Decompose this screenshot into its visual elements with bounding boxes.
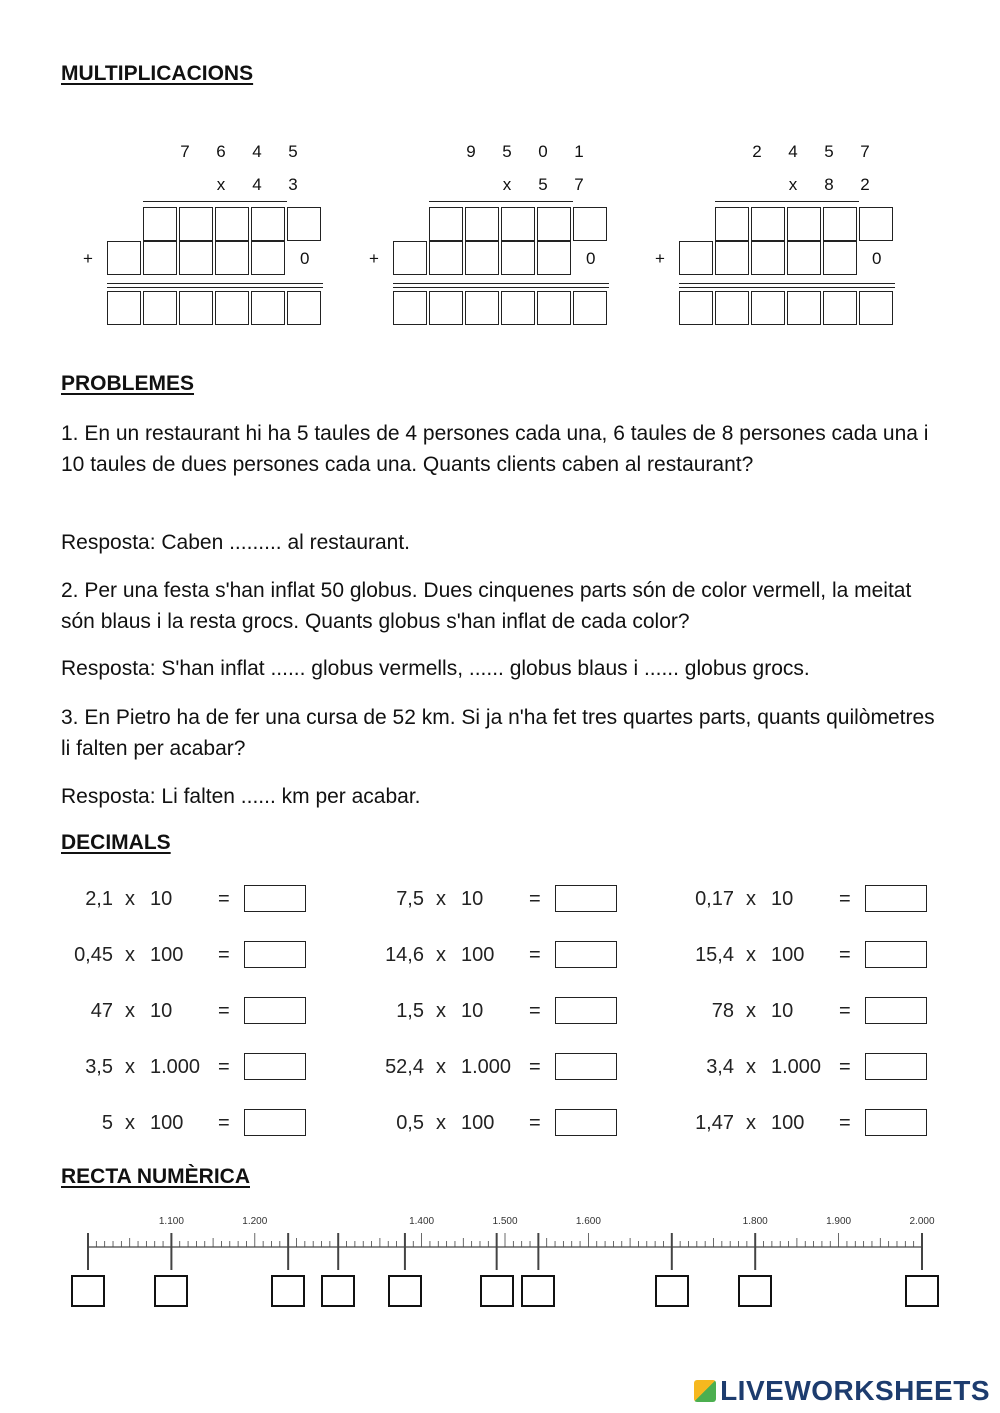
decimal-operand: 3,4 — [706, 1056, 734, 1078]
multiplier: 100 — [771, 1112, 805, 1134]
multiplier-digit: 8 — [824, 175, 834, 194]
number-line-answer-box[interactable] — [905, 1275, 939, 1307]
placeholder-zero: 0 — [300, 249, 310, 268]
result-cell[interactable] — [393, 291, 427, 325]
number-line-label: 1.400 — [409, 1216, 435, 1227]
decimal-answer-box[interactable] — [865, 1053, 927, 1080]
multiplier-digit: 3 — [288, 175, 298, 194]
sum-line — [107, 283, 323, 284]
times-sign: x — [125, 888, 135, 910]
equals-sign: = — [529, 888, 541, 910]
multiplier: 10 — [771, 888, 794, 910]
partial-product-1-cell[interactable] — [143, 207, 177, 241]
partial-product-1-cell[interactable] — [465, 207, 499, 241]
multiplier: 100 — [150, 1112, 184, 1134]
partial-product-1-cell[interactable] — [501, 207, 535, 241]
partial-product-2-cell[interactable] — [465, 241, 499, 275]
multiplication-1 — [83, 135, 347, 330]
equals-sign: = — [529, 1112, 541, 1134]
problem-2-question: 2. Per una festa s'han inflat 50 globus. Dues cinquenes parts són de color vermell, la meitat són blaus i la resta grocs. Quants globus s'han inflat de cada color? — [61, 579, 912, 633]
partial-product-1-cell[interactable] — [215, 207, 249, 241]
times-sign: x — [125, 944, 135, 966]
decimal-answer-box[interactable] — [244, 885, 306, 912]
partial-product-1-cell[interactable] — [573, 207, 607, 241]
equals-sign: = — [839, 1000, 851, 1022]
decimal-operand: 0,45 — [74, 944, 113, 966]
decimal-operand: 2,1 — [85, 888, 113, 910]
decimal-answer-box[interactable] — [244, 997, 306, 1024]
problem-3-answer: Resposta: Li falten ...... km per acabar. — [61, 785, 421, 808]
multiplier-digit: 5 — [538, 175, 548, 194]
result-cell[interactable] — [715, 291, 749, 325]
partial-product-2-cell[interactable] — [393, 241, 427, 275]
result-cell[interactable] — [537, 291, 571, 325]
result-cell[interactable] — [465, 291, 499, 325]
times-sign: x — [746, 1056, 756, 1078]
number-line-answer-box[interactable] — [388, 1275, 422, 1307]
number-line-title: RECTA NUMÈRICA — [61, 1165, 250, 1188]
times-sign: x — [436, 888, 446, 910]
decimal-operand: 47 — [90, 1000, 113, 1022]
partial-product-2-cell[interactable] — [215, 241, 249, 275]
placeholder-zero: 0 — [872, 249, 882, 268]
multiplicand-digit: 9 — [466, 142, 476, 161]
multiplier: 10 — [150, 1000, 173, 1022]
decimal-answer-box[interactable] — [865, 997, 927, 1024]
decimal-operand: 5 — [101, 1112, 113, 1134]
equals-sign: = — [218, 944, 230, 966]
equals-sign: = — [839, 1056, 851, 1078]
multiplier-digit: x — [788, 175, 798, 194]
decimals-title: DECIMALS — [61, 831, 171, 854]
partial-product-1-cell[interactable] — [251, 207, 285, 241]
partial-product-2-cell[interactable] — [787, 241, 821, 275]
result-cell[interactable] — [823, 291, 857, 325]
number-line-label: 1.900 — [826, 1216, 852, 1227]
problem-2-answer: Resposta: S'han inflat ...... globus vermells, ...... globus blaus i ...... globus grocs. — [61, 657, 810, 680]
times-sign: x — [436, 1056, 446, 1078]
times-sign: x — [436, 944, 446, 966]
number-line-answer-box[interactable] — [154, 1275, 188, 1307]
partial-product-2-cell[interactable] — [537, 241, 571, 275]
partial-product-2-cell[interactable] — [143, 241, 177, 275]
number-line — [0, 1200, 1000, 1270]
sum-line — [393, 287, 609, 288]
times-sign: x — [436, 1112, 446, 1134]
factor-underline — [143, 201, 287, 202]
result-cell[interactable] — [787, 291, 821, 325]
times-sign: x — [746, 1000, 756, 1022]
result-cell[interactable] — [751, 291, 785, 325]
decimal-answer-box[interactable] — [555, 941, 617, 968]
problem-1-answer: Resposta: Caben ......... al restaurant. — [61, 531, 411, 554]
multiplier: 100 — [461, 1112, 495, 1134]
result-cell[interactable] — [679, 291, 713, 325]
multiplier-digit: 2 — [860, 175, 870, 194]
result-cell[interactable] — [429, 291, 463, 325]
partial-product-1-cell[interactable] — [537, 207, 571, 241]
number-line-label: 1.500 — [492, 1216, 518, 1227]
decimal-operand: 52,4 — [385, 1056, 424, 1078]
times-sign: x — [436, 1000, 446, 1022]
plus-sign: + — [83, 249, 93, 268]
equals-sign: = — [529, 1000, 541, 1022]
multiplier: 100 — [461, 944, 495, 966]
decimal-operand: 1,5 — [396, 1000, 424, 1022]
number-line-answer-box[interactable] — [271, 1275, 305, 1307]
partial-product-1-cell[interactable] — [287, 207, 321, 241]
result-cell[interactable] — [107, 291, 141, 325]
partial-product-1-cell[interactable] — [859, 207, 893, 241]
result-cell[interactable] — [501, 291, 535, 325]
multiplication-3 — [655, 135, 919, 330]
equals-sign: = — [218, 1056, 230, 1078]
partial-product-1-cell[interactable] — [715, 207, 749, 241]
logo-text: LIVEWORKSHEETS — [720, 1375, 990, 1406]
number-line-answer-box[interactable] — [480, 1275, 514, 1307]
decimal-answer-box[interactable] — [244, 1053, 306, 1080]
partial-product-2-cell[interactable] — [179, 241, 213, 275]
equals-sign: = — [839, 888, 851, 910]
factor-underline — [429, 201, 573, 202]
decimal-operand: 15,4 — [695, 944, 734, 966]
result-cell[interactable] — [179, 291, 213, 325]
sum-line — [679, 283, 895, 284]
multiplicand-digit: 5 — [288, 142, 298, 161]
multiplicand-digit: 4 — [788, 142, 798, 161]
partial-product-2-cell[interactable] — [751, 241, 785, 275]
times-sign: x — [746, 1112, 756, 1134]
equals-sign: = — [839, 1112, 851, 1134]
decimal-answer-box[interactable] — [865, 941, 927, 968]
multiplier-digit: x — [216, 175, 226, 194]
decimal-answer-box[interactable] — [865, 885, 927, 912]
partial-product-1-cell[interactable] — [823, 207, 857, 241]
partial-product-2-cell[interactable] — [429, 241, 463, 275]
decimal-operand: 14,6 — [385, 944, 424, 966]
number-line-answer-box[interactable] — [521, 1275, 555, 1307]
decimal-operand: 0,5 — [396, 1112, 424, 1134]
partial-product-1-cell[interactable] — [751, 207, 785, 241]
problem-1-question: 1. En un restaurant hi ha 5 taules de 4 persones cada una, 6 taules de 8 persones cada una i 10 taules de dues persones cada una. Quants clients caben al restaurant? — [61, 422, 929, 476]
liveworksheets-logo — [694, 1375, 990, 1407]
decimal-operand: 78 — [711, 1000, 734, 1022]
decimal-answer-box[interactable] — [865, 1109, 927, 1136]
partial-product-1-cell[interactable] — [787, 207, 821, 241]
times-sign: x — [125, 1000, 135, 1022]
result-cell[interactable] — [251, 291, 285, 325]
result-cell[interactable] — [573, 291, 607, 325]
number-line-answer-box[interactable] — [321, 1275, 355, 1307]
partial-product-2-cell[interactable] — [823, 241, 857, 275]
multiplier: 10 — [150, 888, 173, 910]
multiplier: 100 — [771, 944, 805, 966]
decimal-answer-box[interactable] — [244, 1109, 306, 1136]
placeholder-zero: 0 — [586, 249, 596, 268]
result-cell[interactable] — [215, 291, 249, 325]
multiplier: 10 — [771, 1000, 794, 1022]
result-cell[interactable] — [287, 291, 321, 325]
equals-sign: = — [839, 944, 851, 966]
number-line-label: 1.600 — [575, 1216, 601, 1227]
multiplicand-digit: 5 — [824, 142, 834, 161]
decimal-answer-box[interactable] — [555, 1053, 617, 1080]
times-sign: x — [125, 1056, 135, 1078]
number-line-answer-box[interactable] — [71, 1275, 105, 1307]
number-line-answer-box[interactable] — [655, 1275, 689, 1307]
multiplier: 10 — [461, 888, 484, 910]
decimal-answer-box[interactable] — [244, 941, 306, 968]
number-line-answer-box[interactable] — [738, 1275, 772, 1307]
equals-sign: = — [218, 1112, 230, 1134]
plus-sign: + — [369, 249, 379, 268]
sum-line — [393, 283, 609, 284]
factor-underline — [715, 201, 859, 202]
logo-badge-icon — [694, 1380, 716, 1402]
result-cell[interactable] — [143, 291, 177, 325]
sum-line — [679, 287, 895, 288]
equals-sign: = — [529, 944, 541, 966]
multiplicand-digit: 7 — [860, 142, 870, 161]
multiplier: 1.000 — [461, 1056, 512, 1078]
partial-product-1-cell[interactable] — [429, 207, 463, 241]
partial-product-2-cell[interactable] — [679, 241, 713, 275]
number-line-label: 2.000 — [909, 1216, 935, 1227]
equals-sign: = — [218, 888, 230, 910]
multiplier: 10 — [461, 1000, 484, 1022]
multiplications-title: MULTIPLICACIONS — [61, 62, 254, 85]
multiplier-digit: 4 — [252, 175, 262, 194]
multiplier: 1.000 — [771, 1056, 822, 1078]
times-sign: x — [746, 944, 756, 966]
plus-sign: + — [655, 249, 665, 268]
partial-product-1-cell[interactable] — [179, 207, 213, 241]
decimal-operand: 1,47 — [695, 1112, 734, 1134]
partial-product-2-cell[interactable] — [251, 241, 285, 275]
multiplicand-digit: 7 — [180, 142, 190, 161]
multiplicand-digit: 6 — [216, 142, 226, 161]
multiplicand-digit: 4 — [252, 142, 262, 161]
equals-sign: = — [218, 1000, 230, 1022]
multiplier-digit: x — [502, 175, 512, 194]
problems-title: PROBLEMES — [61, 372, 195, 395]
multiplier: 100 — [150, 944, 184, 966]
problem-3-question: 3. En Pietro ha de fer una cursa de 52 km. Si ja n'ha fet tres quartes parts, quants quilòmetres li falten per acabar? — [61, 706, 935, 760]
decimal-operand: 0,17 — [695, 888, 734, 910]
times-sign: x — [746, 888, 756, 910]
partial-product-2-cell[interactable] — [501, 241, 535, 275]
sum-line — [107, 287, 323, 288]
decimal-operand: 7,5 — [396, 888, 424, 910]
decimal-operand: 3,5 — [85, 1056, 113, 1078]
multiplication-2 — [369, 135, 633, 330]
result-cell[interactable] — [859, 291, 893, 325]
decimal-answer-box[interactable] — [555, 885, 617, 912]
number-line-label: 1.100 — [158, 1216, 184, 1227]
multiplicand-digit: 5 — [502, 142, 512, 161]
partial-product-2-cell[interactable] — [107, 241, 141, 275]
partial-product-2-cell[interactable] — [715, 241, 749, 275]
decimal-answer-box[interactable] — [555, 1109, 617, 1136]
multiplier: 1.000 — [150, 1056, 201, 1078]
decimal-answer-box[interactable] — [555, 997, 617, 1024]
multiplicand-digit: 1 — [574, 142, 584, 161]
times-sign: x — [125, 1112, 135, 1134]
number-line-label: 1.200 — [242, 1216, 268, 1227]
multiplier-digit: 7 — [574, 175, 584, 194]
multiplicand-digit: 0 — [538, 142, 548, 161]
multiplicand-digit: 2 — [752, 142, 762, 161]
equals-sign: = — [529, 1056, 541, 1078]
number-line-label: 1.800 — [742, 1216, 768, 1227]
